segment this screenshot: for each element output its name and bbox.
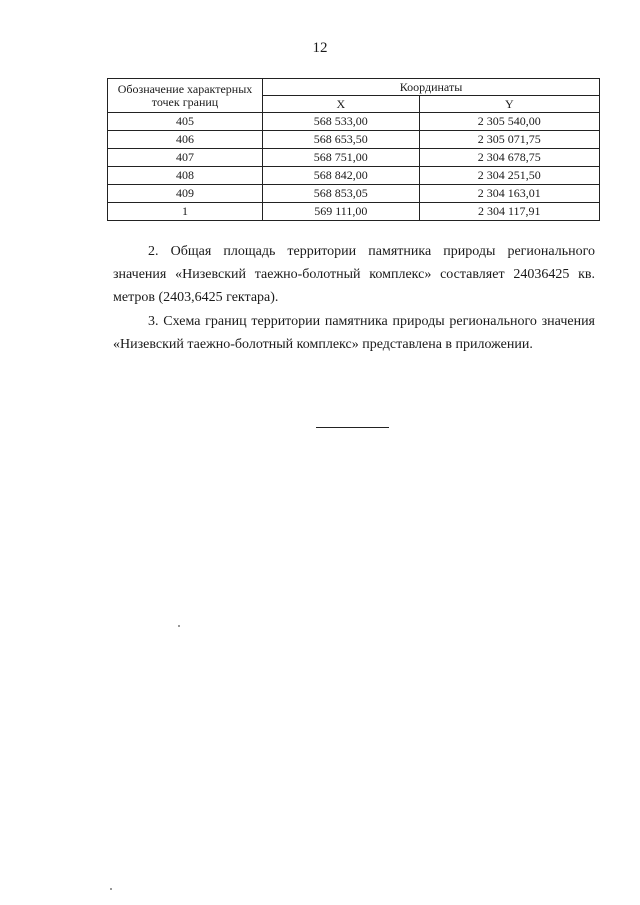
y-cell: 2 305 071,75 [419,131,599,149]
point-cell: 406 [108,131,263,149]
x-cell: 568 653,50 [263,131,420,149]
x-cell: 568 853,05 [263,185,420,203]
end-divider [316,427,389,428]
coordinates-header: Координаты [263,79,600,96]
designation-header: Обозначение характерных точек границ [108,79,263,113]
table-row [108,203,600,221]
table-row [108,167,600,185]
table-row [108,113,600,131]
y-cell: 2 304 163,01 [419,185,599,203]
y-cell: 2 304 117,91 [419,203,599,221]
y-cell: 2 304 678,75 [419,149,599,167]
point-cell: 409 [108,185,263,203]
y-header: Y [419,96,599,113]
x-header: X [263,96,420,113]
paragraph-total-area: 2. Общая площадь территории памятника природы регионального значения «Низевский таежно-болотный комплекс» составляет 24036425 кв. метров (2403,6425 гектара). [113,244,595,305]
table-row [108,131,600,149]
point-cell: 405 [108,113,263,131]
point-cell: 408 [108,167,263,185]
page-number: 12 [312,40,328,56]
table-row [108,149,600,167]
table-row [108,185,600,203]
scan-speck [178,625,180,627]
y-cell: 2 304 251,50 [419,167,599,185]
paragraph-boundary-scheme: 3. Схема границ территории памятника природы регионального значения «Низевский таежно-болотный комплекс» представлена в приложении. [113,314,595,352]
x-cell: 569 111,00 [263,203,420,221]
point-cell: 1 [108,203,263,221]
point-cell: 407 [108,149,263,167]
x-cell: 568 751,00 [263,149,420,167]
x-cell: 568 842,00 [263,167,420,185]
scan-speck [110,888,112,890]
y-cell: 2 305 540,00 [419,113,599,131]
x-cell: 568 533,00 [263,113,420,131]
table-header-row [108,79,600,96]
coordinates-table [107,78,600,221]
